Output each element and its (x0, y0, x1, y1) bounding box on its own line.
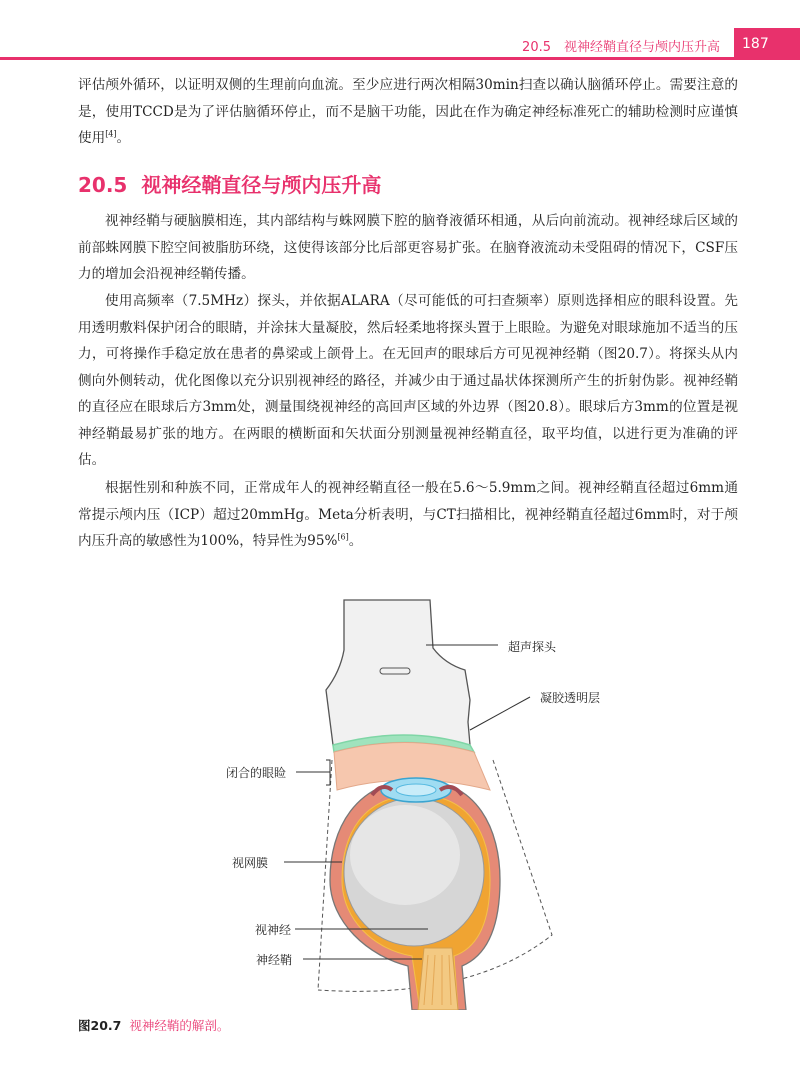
paragraph-1: 视神经鞘与硬脑膜相连，其内部结构与蛛网膜下腔的脑脊液循环相通，从后向前流动。视神经球后区域的前部蛛网膜下腔空间被脂肪环绕，这使得该部分比后部更容易扩张。在脑脊液流动未受阻碍的情况下，CSF压力的增加会沿视神经鞘传播。 (78, 213, 738, 282)
figure-caption-text: 视神经鞘的解剖。 (129, 1018, 230, 1033)
paragraph-3 (78, 475, 738, 555)
label-gel: 凝胶透明层 (540, 691, 601, 705)
section-heading (78, 169, 381, 198)
ultrasound-probe (326, 600, 470, 745)
label-eyelid: 闭合的眼睑 (226, 766, 287, 780)
citation-ref: [6] (337, 532, 349, 542)
lens-inner (396, 784, 436, 796)
leader-gel (470, 697, 530, 730)
eye-anatomy-illustration (0, 590, 800, 1010)
section-number: 20.5 (78, 173, 128, 197)
paragraph-intro (78, 72, 738, 152)
citation-ref: [4] (105, 129, 117, 139)
label-nerve-sheath: 神经鞘 (256, 953, 293, 967)
running-header-title: 20.5 视神经鞘直径与颅内压升高 (522, 40, 720, 55)
label-probe: 超声探头 (508, 640, 557, 654)
label-optic-nerve: 视神经 (255, 923, 292, 937)
figure-number: 图20.7 (78, 1018, 122, 1033)
paragraph-2: 使用高频率（7.5MHz）探头，并依据ALARA（尽可能低的可扫查频率）原则选择相应的眼科设置。先用透明敷料保护闭合的眼睛，并涂抹大量凝胶，然后轻柔地将探头置于上眼睑。为避免对眼球施加不适当的压力，可将操作手稳定放在患者的鼻梁或上颌骨上。在无回声的眼球后方可见视神经鞘（图20.7）。将探头从内侧向外侧转动，优化图像以充分识别视神经的路径，并减少由于通过晶状体探测所产生的折射伪影。视神经鞘的直径应在眼球后方3mm处，测量围绕视神经的高回声区域的外边界（图20.8）。眼球后方3mm的位置是视神经鞘最易扩张的地方。在两眼的横断面和矢状面分别测量视神经鞘直径，取平均值，以进行更为准确的评估。 (78, 293, 738, 468)
section-title: 视神经鞘直径与颅内压升高 (141, 173, 382, 197)
paragraph-text: 评估颅外循环，以证明双侧的生理前向血流。至少应进行两次相隔30min扫查以确认脑循环停止。需要注意的是，使用TCCD是为了评估脑循环停止，而不是脑干功能，因此在作为确定神经标准死亡的辅助检测时应谨慎使用 (78, 77, 738, 146)
paragraph-end: 。 (348, 533, 363, 549)
figure-caption (78, 1016, 229, 1034)
label-retina: 视网膜 (232, 856, 269, 870)
page-number: 187 (734, 28, 800, 60)
vitreous-highlight (350, 805, 460, 905)
paragraph-text: 根据性别和种族不同，正常成年人的视神经鞘直径一般在5.6～5.9mm之间。视神经鞘直径超过6mm通常提示颅内压（ICP）超过20mmHg。Meta分析表明，与CT扫描相比，视神经鞘直径超过6mm时，对于颅内压升高的敏感性为100%，特异性为95% (78, 480, 738, 549)
header-rule (0, 57, 800, 60)
paragraph-end: 。 (116, 130, 131, 146)
